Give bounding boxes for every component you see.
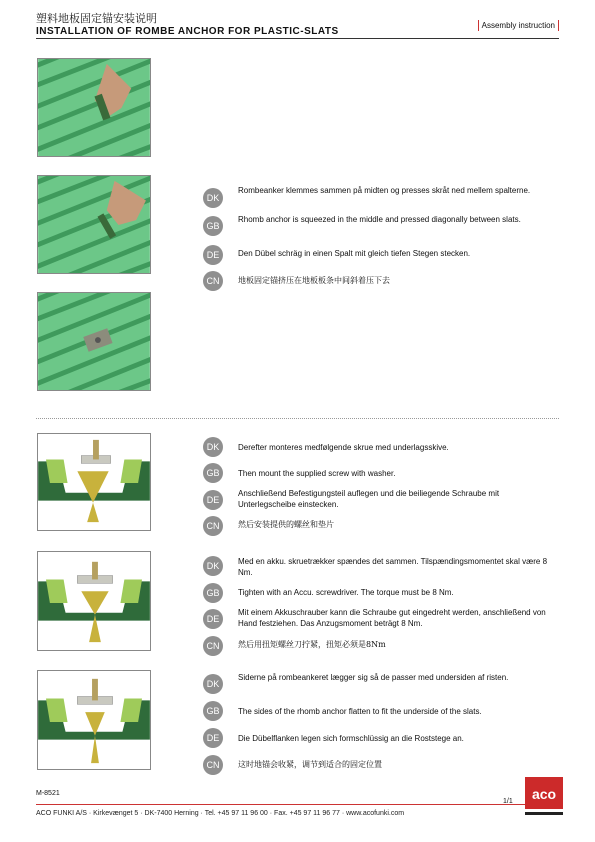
photo-anchor-screw-washer: [37, 433, 151, 531]
photo-slats-hand-1: [37, 58, 151, 157]
lang-badge-dk: DK: [203, 188, 223, 208]
lang-badge-gb: GB: [203, 216, 223, 236]
logo-text: aco: [531, 786, 557, 802]
step3-text-de: Mit einem Akkuschrauber kann die Schraube gut eingedreht werden, anschließend von Hand festziehen. Das Anzugsmoment beträgt 8 Nm.: [238, 608, 546, 628]
lang-badge-cn: CN: [203, 271, 223, 291]
document-id: M-8521: [36, 790, 60, 797]
step4-text-cn: 这时地锚会收紧，调节到适合的固定位置: [238, 760, 382, 769]
lang-badge-dk: DK: [203, 556, 223, 576]
step3-text-cn: 然后用扭矩螺丝刀拧紧，扭矩必须是8Nm: [238, 640, 386, 649]
lang-badge-de: DE: [203, 245, 223, 265]
step1-text-dk: Rombeanker klemmes sammen på midten og presses skråt ned mellem spalterne.: [238, 186, 531, 195]
lang-badge-gb: GB: [203, 583, 223, 603]
lang-badge-cn: CN: [203, 636, 223, 656]
step3-text-gb: Tighten with an Accu. screwdriver. The torque must be 8 Nm.: [238, 588, 454, 597]
step2-text-gb: Then mount the supplied screw with washer.: [238, 469, 396, 478]
photo-anchor-fitted: [37, 670, 151, 770]
lang-badge-gb: GB: [203, 701, 223, 721]
step2-text-cn: 然后安装提供的螺丝和垫片: [238, 520, 334, 529]
step1-text-gb: Rhomb anchor is squeezed in the middle and pressed diagonally between slats.: [238, 215, 521, 224]
lang-badge-gb: GB: [203, 463, 223, 483]
aco-logo: [525, 777, 563, 821]
step1-text-cn: 地板固定锚挤压在地板板条中间斜着压下去: [238, 276, 390, 285]
title-chinese: 塑料地板固定锚安装说明: [36, 12, 157, 25]
step2-text-de: Anschließend Befestigungsteil auflegen und die beiliegende Schraube mit Unterlegscheibe einstecken.: [238, 489, 500, 509]
step3-text-dk: Med en akku. skruetrækker spændes det sammen. Tilspændingsmomentet skal være 8 Nm.: [238, 557, 548, 577]
lang-badge-de: DE: [203, 728, 223, 748]
lang-badge-dk: DK: [203, 674, 223, 694]
step1-text-de: Den Dübel schräg in einen Spalt mit gleich tiefen Stegen stecken.: [238, 249, 471, 258]
step4-text-dk: Siderne på rombeankeret lægger sig så de passer med undersiden af risten.: [238, 673, 509, 682]
lang-badge-dk: DK: [203, 437, 223, 457]
step4-text-de: Die Dübelflanken legen sich formschlüssig an die Roststege an.: [238, 734, 464, 743]
page-title: INSTALLATION OF ROMBE ANCHOR FOR PLASTIC-SLATS: [36, 26, 339, 37]
lang-badge-cn: CN: [203, 516, 223, 536]
company-address: ACO FUNKI A/S · Kirkevænget 5 · DK-7400 Herning · Tel. +45 97 11 96 00 · Fax. +45 97 11 96 77 · www.acofunki.com: [36, 810, 405, 817]
document-type-tag: Assembly instruction: [478, 20, 559, 31]
photo-anchor-in-slats: [37, 292, 151, 391]
step2-text-dk: Derefter monteres medfølgende skrue med underlagsskive.: [238, 443, 449, 452]
step4-text-gb: The sides of the rhomb anchor flatten to fit the underside of the slats.: [238, 707, 482, 716]
lang-badge-de: DE: [203, 490, 223, 510]
lang-badge-cn: CN: [203, 755, 223, 775]
lang-badge-de: DE: [203, 609, 223, 629]
section-divider: [36, 418, 559, 419]
photo-slats-hand-2: [37, 175, 151, 274]
page-number: 1/1: [503, 798, 513, 805]
photo-anchor-tighten: [37, 551, 151, 651]
footer-divider: [36, 804, 529, 805]
header-divider: [36, 38, 559, 39]
